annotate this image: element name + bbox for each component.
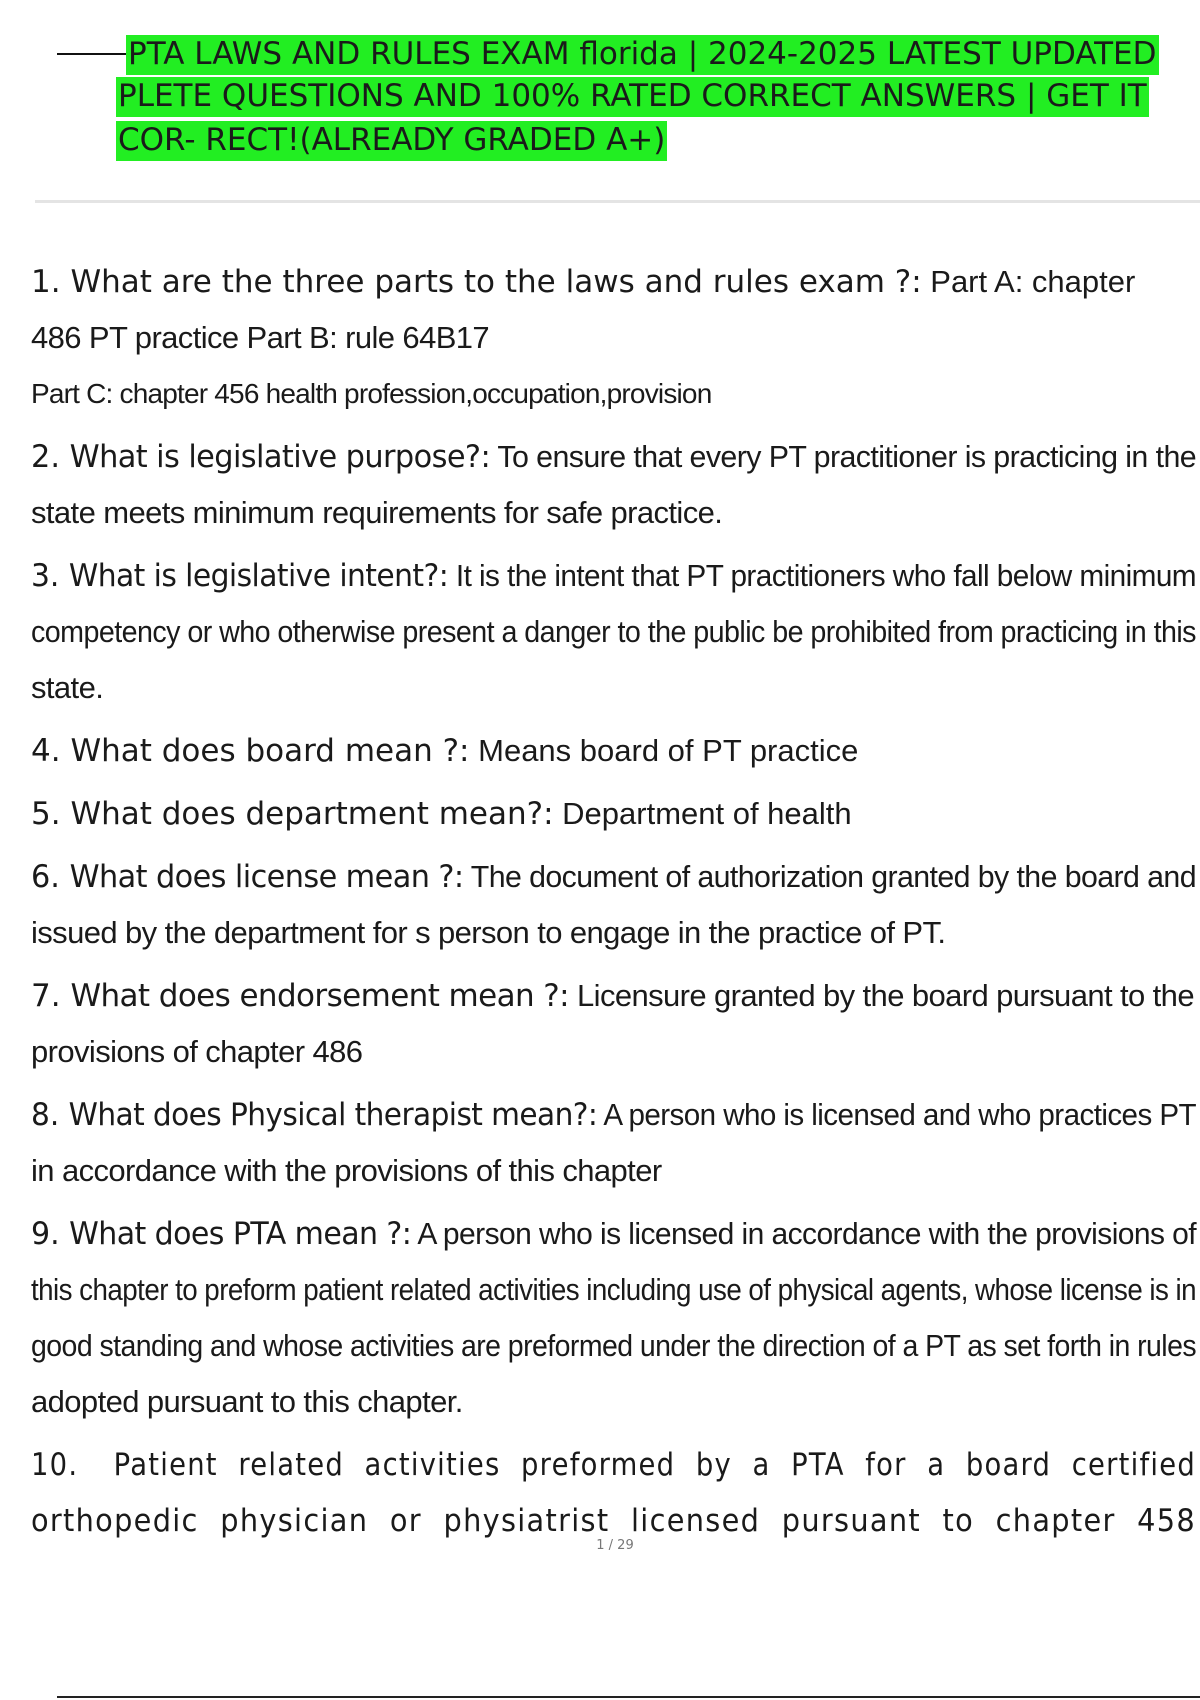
question-text: What does department mean?: <box>70 796 554 832</box>
question-item-4 <box>31 723 1200 779</box>
title-line-1: PTA LAWS AND RULES EXAM florida | 2024-2025 LATEST UPDATED <box>126 35 1159 75</box>
answer-text: A person who is licensed in accordance with the provisions of <box>411 1216 1197 1251</box>
title-line-2: PLETE QUESTIONS AND 100% RATED CORRECT ANSWERS | GET IT <box>116 77 1149 117</box>
question-number: 9. <box>31 1216 60 1252</box>
answer-text: 486 PT practice Part B: rule 64B17 <box>31 320 490 355</box>
question-item-3 <box>31 548 1200 716</box>
answer-text: state meets minimum requirements for safe practice. <box>31 495 723 530</box>
answer-text: issued by the department for s person to engage in the practice of PT. <box>31 915 946 950</box>
question-number: 5. <box>31 796 61 832</box>
answer-text: Licensure granted by the board pursuant to the <box>569 978 1194 1013</box>
question-number: 7. <box>31 978 61 1014</box>
question-item-2 <box>31 429 1200 541</box>
question-item-10 <box>31 1437 1200 1549</box>
answer-text: this chapter to preform patient related activities including use of physical agents, whose license is in <box>31 1272 1197 1307</box>
answer-text: Part C: chapter 456 health profession,occupation,provision <box>31 378 712 409</box>
answer-text: A person who is licensed and who practices PT <box>597 1097 1196 1132</box>
question-number: 2. <box>31 439 60 475</box>
question-text: What does board mean ?: <box>70 733 470 769</box>
question-item-7 <box>31 968 1200 1080</box>
question-number: 6. <box>31 859 60 895</box>
answer-text: adopted pursuant to this chapter. <box>31 1384 463 1419</box>
question-item-6 <box>31 849 1200 961</box>
question-text: orthopedic physician or physiatrist licensed pursuant to chapter 458 <box>31 1503 1197 1539</box>
answer-text: competency or who otherwise present a danger to the public be prohibited from practicing in this <box>31 614 1196 649</box>
title-line-3: COR- RECT!(ALREADY GRADED A+) <box>116 121 667 161</box>
answer-text: state. <box>31 670 104 705</box>
answer-text: good standing and whose activities are preformed under the direction of a PT as set forth in rules <box>31 1328 1197 1363</box>
question-item-9 <box>31 1206 1200 1430</box>
question-text: What does license mean ?: <box>69 859 464 895</box>
answer-text: Department of health <box>553 796 852 831</box>
question-list <box>31 254 1200 1556</box>
answer-text: Part A: chapter <box>921 264 1136 299</box>
question-text: Patient related activities preformed by a PTA for a board certified <box>113 1447 1196 1483</box>
question-number: 4. <box>31 733 61 769</box>
question-number: 10. <box>31 1447 79 1483</box>
answer-text: The document of authorization granted by the board and <box>463 859 1196 894</box>
question-text: What does Physical therapist mean?: <box>68 1097 598 1133</box>
question-number: 3. <box>31 558 60 594</box>
page-number: 1 / 29 <box>596 1538 634 1553</box>
answer-text: To ensure that every PT practitioner is practicing in the <box>490 439 1197 474</box>
header-divider <box>35 200 1200 203</box>
question-text: What are the three parts to the laws and rules exam ?: <box>70 264 922 300</box>
question-item-5 <box>31 786 1200 842</box>
answer-text: provisions of chapter 486 <box>31 1034 363 1069</box>
question-number: 8. <box>31 1097 60 1133</box>
question-text: What does endorsement mean ?: <box>70 978 569 1014</box>
question-item-8 <box>31 1087 1200 1199</box>
question-text: What is legislative intent?: <box>68 558 449 594</box>
answer-text: It is the intent that PT practitioners who fall below minimum <box>448 558 1197 593</box>
question-text: What does PTA mean ?: <box>69 1216 412 1252</box>
question-text: What is legislative purpose?: <box>69 439 491 475</box>
footer-rule <box>57 1696 1200 1698</box>
question-item-1 <box>31 254 1200 422</box>
answer-text: in accordance with the provisions of this chapter <box>31 1153 662 1188</box>
question-number: 1. <box>31 264 61 300</box>
document-title <box>116 33 1200 161</box>
answer-text: Means board of PT practice <box>469 733 859 768</box>
